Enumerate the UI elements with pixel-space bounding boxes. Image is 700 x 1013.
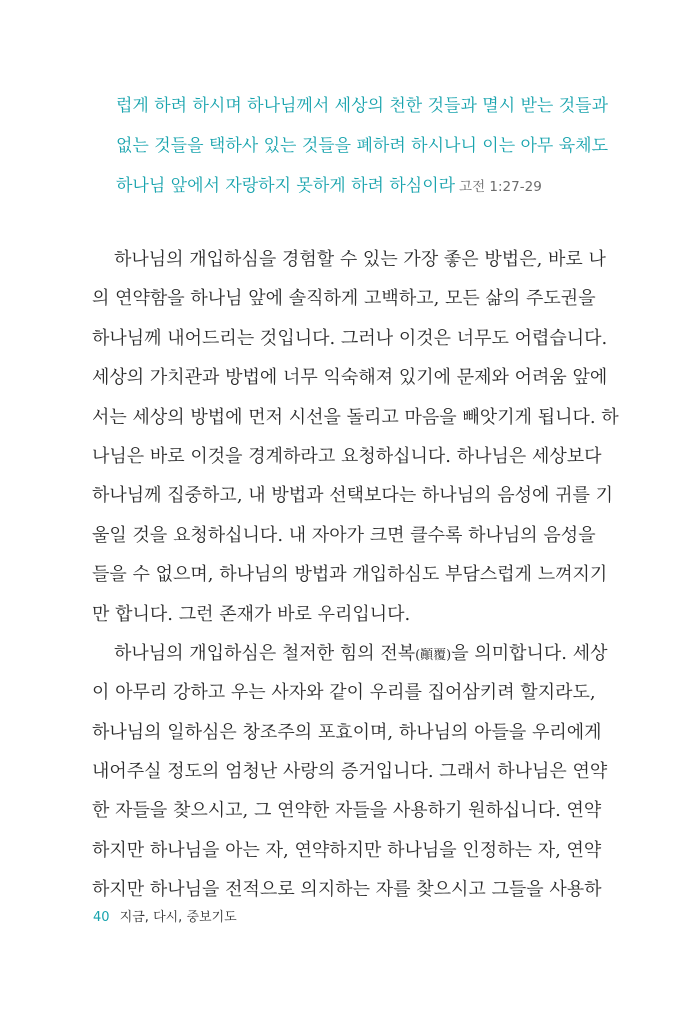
line-text: 하나님의 개입하심은 철저한 힘의 전복 (114, 642, 416, 664)
line-text: 을 의미합니다. 세상 (451, 642, 608, 664)
quote-line-text: 하나님 앞에서 자랑하지 못하게 하려 하심이라 (116, 176, 456, 196)
hanja-annotation: (顚覆) (415, 647, 452, 663)
paragraph-line: 만 합니다. 그런 존재가 바로 우리입니다. (92, 603, 411, 625)
book-title: 지금, 다시, 중보기도 (119, 910, 237, 925)
paragraph-line: 세상의 가치관과 방법에 너무 익숙해져 있기에 문제와 어려움 앞에 (92, 367, 608, 389)
paragraph-line: 한 자들을 찾으시고, 그 연약한 자들을 사용하기 원하십니다. 연약 (92, 800, 602, 822)
paragraph-line: 하나님의 일하심은 창조주의 포효이며, 하나님의 아들을 우리에게 (92, 721, 602, 743)
body-text (92, 240, 619, 910)
quote-line: 없는 것들을 택하사 있는 것들을 폐하려 하시나니 이는 아무 육체도 (116, 136, 609, 156)
scripture-quote (116, 86, 609, 206)
paragraph-line: 하지만 하나님을 전적으로 의지하는 자를 찾으시고 그들을 사용하 (92, 879, 602, 901)
paragraph-line: 하나님께 내어드리는 것입니다. 그러나 이것은 너무도 어렵습니다. (92, 327, 608, 349)
paragraph-line: 이 아무리 강하고 우는 사자와 같이 우리를 집어삼키려 할지라도, (92, 682, 596, 704)
paragraph-line: 하나님의 개입하심을 경험할 수 있는 가장 좋은 방법은, 바로 나 (114, 249, 606, 270)
quote-line: 럽게 하려 하시며 하나님께서 세상의 천한 것들과 멸시 받는 것들과 (116, 96, 609, 116)
paragraph-line: 하나님께 집중하고, 내 방법과 선택보다는 하나님의 음성에 귀를 기 (92, 485, 613, 507)
paragraph-line: 들을 수 없으며, 하나님의 방법과 개입하심도 부담스럽게 느껴지기 (92, 564, 608, 586)
scripture-reference: 고전 1:27-29 (459, 179, 542, 195)
paragraph-line: 서는 세상의 방법에 먼저 시선을 돌리고 마음을 빼앗기게 됩니다. 하 (92, 406, 619, 428)
paragraph-line (92, 634, 608, 673)
paragraph-line: 나님은 바로 이것을 경계하라고 요청하십니다. 하나님은 세상보다 (92, 445, 602, 467)
paragraph-line: 의 연약함을 하나님 앞에 솔직하게 고백하고, 모든 삶의 주도권을 (92, 288, 596, 310)
page-footer (93, 906, 237, 925)
paragraph-line: 울일 것을 요청하십니다. 내 자아가 크면 클수록 하나님의 음성을 (92, 524, 596, 546)
page-number: 40 (93, 910, 110, 925)
paragraph-line: 하지만 하나님을 아는 자, 연약하지만 하나님을 인정하는 자, 연약 (92, 839, 602, 861)
quote-line (116, 166, 602, 206)
paragraph-line: 내어주실 정도의 엄청난 사랑의 증거입니다. 그래서 하나님은 연약 (92, 761, 608, 783)
